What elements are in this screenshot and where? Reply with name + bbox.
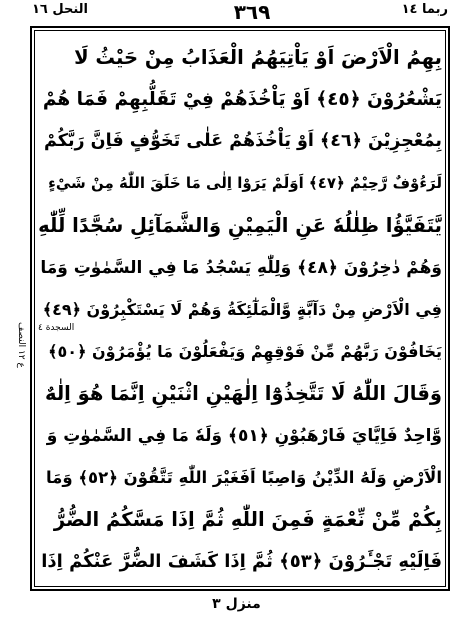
page-header <box>30 2 450 24</box>
text-line: بِكُمْ مِّنْ نِّعْمَةٍ فَمِنَ اللّٰهِ ثُمَّ اِذَا مَسَّكُمُ الضُّرُّ <box>53 507 442 531</box>
text-body <box>38 36 442 584</box>
text-line: بِمُعْجِزِيْنَ ﴿٤٦﴾ اَوْ يَاْخُذَهُمْ عَلٰى تَخَوُّفٍ فَاِنَّ رَبَّكُمْ <box>44 131 442 151</box>
page-number: ٣٦٩ <box>233 0 271 24</box>
sajda-label: السجدة ٤ <box>38 323 75 333</box>
text-line: يَخَافُوْنَ رَبَّهُمْ مِّنْ فَوْقِهِمْ وَيَفْعَلُوْنَ مَا يُؤْمَرُوْنَ ﴿٥٠﴾ <box>48 341 442 361</box>
text-line: فِي الْاَرْضِ مِنْ دَآبَّةٍ وَّالْمَلٰٓئِكَةُ وَهُمْ لَا يَسْتَكْبِرُوْنَ ﴿٤٩﴾ <box>42 299 442 319</box>
text-line: وَقَالَ اللّٰهُ لَا تَتَّخِذُوْٓا اِلٰهَيْنِ اثْنَيْنِ اِنَّمَا هُوَ اِلٰهٌ <box>45 381 442 405</box>
text-line: يَشْعُرُوْنَ ﴿٤٥﴾ اَوْ يَاْخُذَهُمْ فِيْ تَقَلُّبِهِمْ فَمَا هُمْ <box>42 88 442 110</box>
text-line: بِهِمُ الْاَرْضَ اَوْ يَاْتِيَهُمُ الْعَذَابُ مِنْ حَيْثُ لَا <box>74 45 442 69</box>
text-line: الْاَرْضِ وَلَهُ الدِّيْنُ وَاصِبًا اَفَغَيْرَ اللّٰهِ تَتَّقُوْنَ ﴿٥٢﴾ وَمَا <box>45 467 442 487</box>
manzil-footer: منزل ٣ <box>212 596 261 612</box>
surah-name: النحل ١٦ <box>32 2 89 17</box>
text-line: وَهُمْ دٰخِرُوْنَ ﴿٤٨﴾ وَلِلّٰهِ يَسْجُدُ مَا فِي السَّمٰوٰتِ وَمَا <box>40 257 442 278</box>
text-line: لَرَءُوْفٌ رَّحِيْمٌ ﴿٤٧﴾ اَوَلَمْ يَرَوْا اِلٰى مَا خَلَقَ اللّٰهُ مِنْ شَيْءٍ <box>48 174 442 192</box>
juz-name: ربما ١٤ <box>401 2 448 17</box>
text-line: يَّتَفَيَّؤُا ظِلٰلُهٗ عَنِ الْيَمِيْنِ وَالشَّمَآئِلِ سُجَّدًا لِّلّٰهِ <box>38 213 442 237</box>
text-line: فَاِلَيْهِ تَجْـَٔرُوْنَ ﴿٥٣﴾ ثُمَّ اِذَا كَشَفَ الضُّرَّ عَنْكُمْ اِذَا <box>41 550 442 572</box>
text-line: وَّاحِدٌ فَاِيَّايَ فَارْهَبُوْنِ ﴿٥١﴾ وَلَهٗ مَا فِي السَّمٰوٰتِ وَ <box>46 425 442 446</box>
margin-note: ع ١٢ النصف <box>16 322 26 368</box>
